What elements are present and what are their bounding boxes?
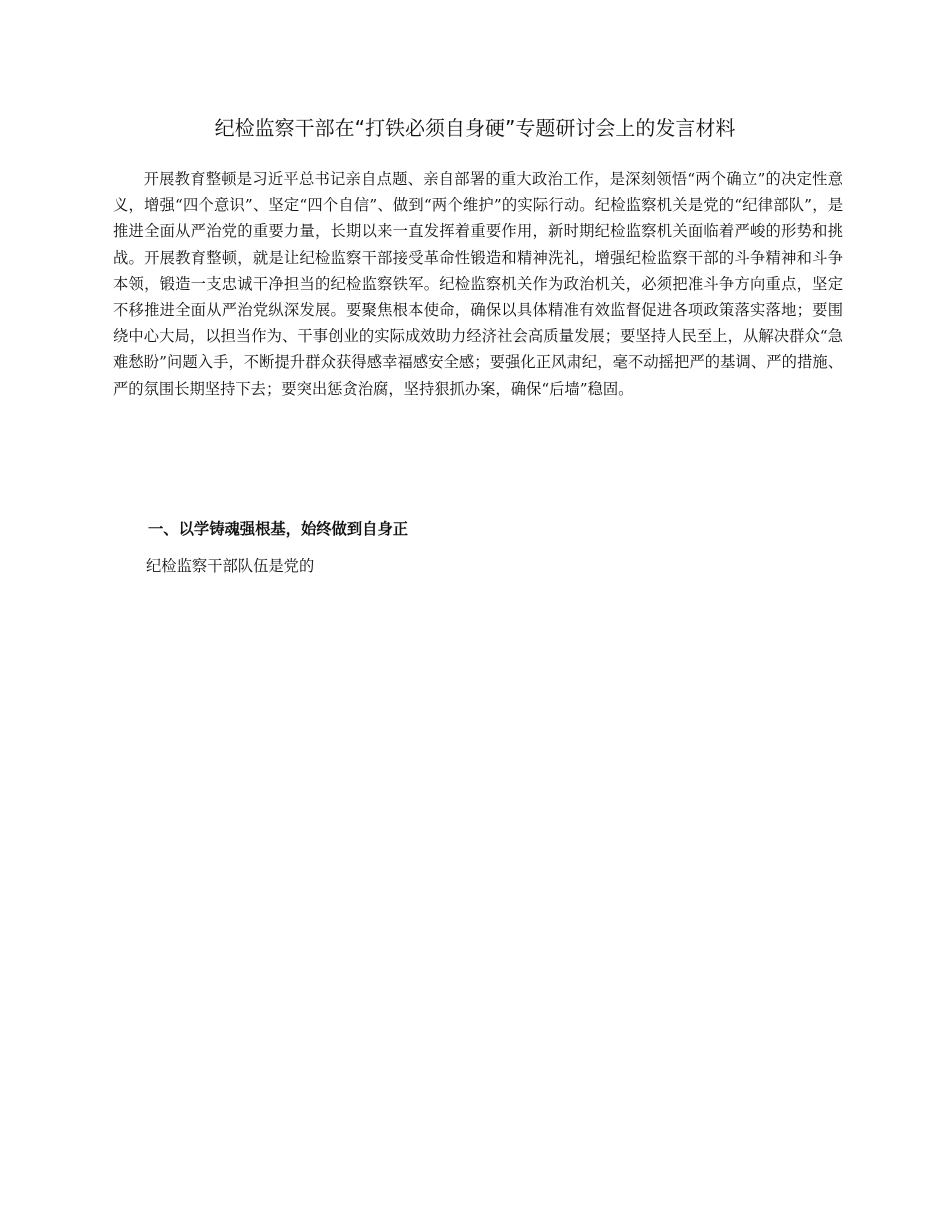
section-heading: 一、以学铸魂强根基，始终做到自身正 bbox=[148, 520, 409, 538]
section-paragraph: 纪检监察干部队伍是党的 bbox=[146, 557, 315, 575]
intro-paragraph: 开展教育整顿是习近平总书记亲自点题、亲自部署的重大政治工作，是深刻领悟“两个确立”的决定性意义，增强“四个意识”、坚定“四个自信”、做到“两个维护”的实际行动。纪检监察机关是党的“纪律部队”，是推进全面从严治党的重要力量，长期以来一直发挥着重要作用，新时期纪检监察机关面临着严峻的形势和挑战。开展教育整顿，就是让纪检监察干部接受革命性锻造和精神洗礼，增强纪检监察干部的斗争精神和斗争本领，锻造一支忠诚干净担当的纪检监察铁军。纪检监察机关作为政治机关，必须把准斗争方向重点，坚定不移推进全面从严治党纵深发展。要聚焦根本使命，确保以具体精准有效监督促进各项政策落实落地；要围绕中心大局，以担当作为、干事创业的实际成效助力经济社会高质量发展；要坚持人民至上，从解决群众“急难愁盼”问题入手，不断提升群众获得感幸福感安全感；要强化正风肃纪，毫不动摇把严的基调、严的措施、严的氛围长期坚持下去；要突出惩贪治腐，坚持狠抓办案，确保“后墙”稳固。 bbox=[113, 170, 843, 398]
document-title: 纪检监察干部在“打铁必须自身硬”专题研讨会上的发言材料 bbox=[214, 116, 736, 140]
